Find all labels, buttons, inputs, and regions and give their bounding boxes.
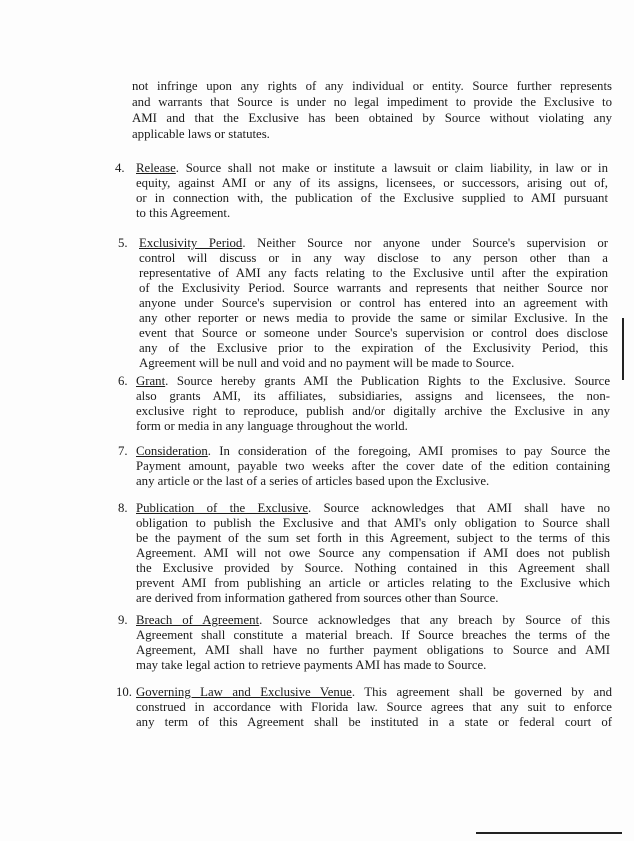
text-line: any term of this Agreement shall be instituted in a state or federal court of xyxy=(136,715,612,729)
clause-10 xyxy=(136,685,612,730)
text-line xyxy=(139,236,608,251)
clause-heading: Release xyxy=(136,161,176,175)
clause-text: . Source shall not make or institute a lawsuit or claim liability, in law or in xyxy=(175,161,608,175)
text-line: event that Source or someone under Source's supervision or control does disclose xyxy=(139,326,608,340)
clause-heading: Grant xyxy=(136,374,166,388)
text-line: representative of AMI any facts relating to the Exclusive until after the expiration xyxy=(139,266,608,280)
text-line: the Exclusive provided by Source. Nothing contained in this Agreement shall xyxy=(136,561,610,575)
clause-text: . Source acknowledges that AMI shall have no xyxy=(308,501,610,515)
text-line: Agreement. AMI will not owe Source any compensation if AMI does not publish xyxy=(136,546,610,560)
clause-number: 8. xyxy=(118,501,128,515)
text-line: any other reporter or news media to provide the same or similar Exclusive. In the xyxy=(139,311,608,325)
text-line: are derived from information gathered from sources other than Source. xyxy=(136,591,499,605)
text-line: exclusive right to reproduce, publish and/or digitally archive the Exclusive in any xyxy=(136,404,610,418)
text-line: Agreement will be null and void and no payment will be made to Source. xyxy=(139,356,515,370)
clause-5 xyxy=(139,236,608,371)
text-line: any article or the last of a series of articles based upon the Exclusive. xyxy=(136,474,490,488)
clause-6 xyxy=(136,374,610,434)
text-line xyxy=(136,613,610,628)
text-line: applicable laws or statutes. xyxy=(132,127,270,141)
text-line: AMI and that the Exclusive has been obtained by Source without violating any xyxy=(132,111,612,125)
text-line: construed in accordance with Florida law. Source agrees that any suit to enforce xyxy=(136,700,612,714)
clause-heading: Exclusivity Period xyxy=(139,236,243,250)
intro-paragraph xyxy=(132,78,612,142)
text-line: obligation to publish the Exclusive and that AMI's only obligation to Source shall xyxy=(136,516,610,530)
text-line xyxy=(136,444,610,459)
text-line: control will discuss or in any way disclose to any person other than a xyxy=(139,251,608,265)
text-line: or in connection with, the publication of the Exclusive supplied to AMI pursuant xyxy=(136,191,608,205)
text-line: prevent AMI from publishing an article or articles relating to the Exclusive which xyxy=(136,576,610,590)
text-line xyxy=(136,161,608,176)
clause-number: 6. xyxy=(118,374,128,388)
text-line: not infringe upon any rights of any individual or entity. Source further represents xyxy=(132,79,612,93)
clause-8 xyxy=(136,501,610,606)
clause-number: 4. xyxy=(115,161,125,175)
text-line: Payment amount, payable two weeks after the cover date of the edition containing xyxy=(136,459,610,473)
clause-number: 5. xyxy=(118,236,128,250)
clause-7 xyxy=(136,444,610,489)
text-line xyxy=(136,374,610,389)
clause-4 xyxy=(136,161,608,221)
text-line: to this Agreement. xyxy=(136,206,231,220)
text-line: any of the Exclusive prior to the expiration of the Exclusivity Period, this xyxy=(139,341,608,355)
clause-text: . In consideration of the foregoing, AMI promises to pay Source the xyxy=(207,444,610,458)
text-line: anyone under Source's supervision or control has entered into an agreement with xyxy=(139,296,608,310)
text-line: Agreement shall constitute a material breach. If Source breaches the terms of the xyxy=(136,628,610,642)
clause-9 xyxy=(136,613,610,673)
text-line: Agreement, AMI shall have no further payment obligations to Source and AMI xyxy=(136,643,610,657)
scan-margin-mark xyxy=(622,318,624,380)
text-line: may take legal action to retrieve payments AMI has made to Source. xyxy=(136,658,487,672)
text-line xyxy=(136,685,612,700)
clause-number: 9. xyxy=(118,613,128,627)
text-line: of the Exclusivity Period. Source warrants and represents that neither Source nor xyxy=(139,281,608,295)
text-line: be the payment of the sum set forth in this Agreement, subject to the terms of this xyxy=(136,531,610,545)
clause-heading: Breach of Agreement xyxy=(136,613,260,627)
text-line: equity, against AMI or any of its assigns, licensees, or successors, arising out of, xyxy=(136,176,608,190)
clause-number: 7. xyxy=(118,444,128,458)
clause-heading: Governing Law and Exclusive Venue xyxy=(136,685,352,699)
text-line: also grants AMI, its affiliates, subsidiaries, assigns and licensees, the non- xyxy=(136,389,610,403)
clause-number: 10. xyxy=(116,685,132,699)
clause-text: . Neither Source nor anyone under Source's supervision or xyxy=(242,236,608,250)
clause-heading: Publication of the Exclusive xyxy=(136,501,309,515)
text-line: and warrants that Source is under no legal impediment to provide the Exclusive to xyxy=(132,95,612,109)
text-line: form or media in any language throughout the world. xyxy=(136,419,408,433)
clause-heading: Consideration xyxy=(136,444,208,458)
clause-text: . Source hereby grants AMI the Publication Rights to the Exclusive. Source xyxy=(165,374,610,388)
clause-text: . This agreement shall be governed by and xyxy=(351,685,613,699)
scan-bottom-rule xyxy=(476,832,622,834)
clause-text: . Source acknowledges that any breach by Source of this xyxy=(259,613,611,627)
text-line xyxy=(136,501,610,516)
